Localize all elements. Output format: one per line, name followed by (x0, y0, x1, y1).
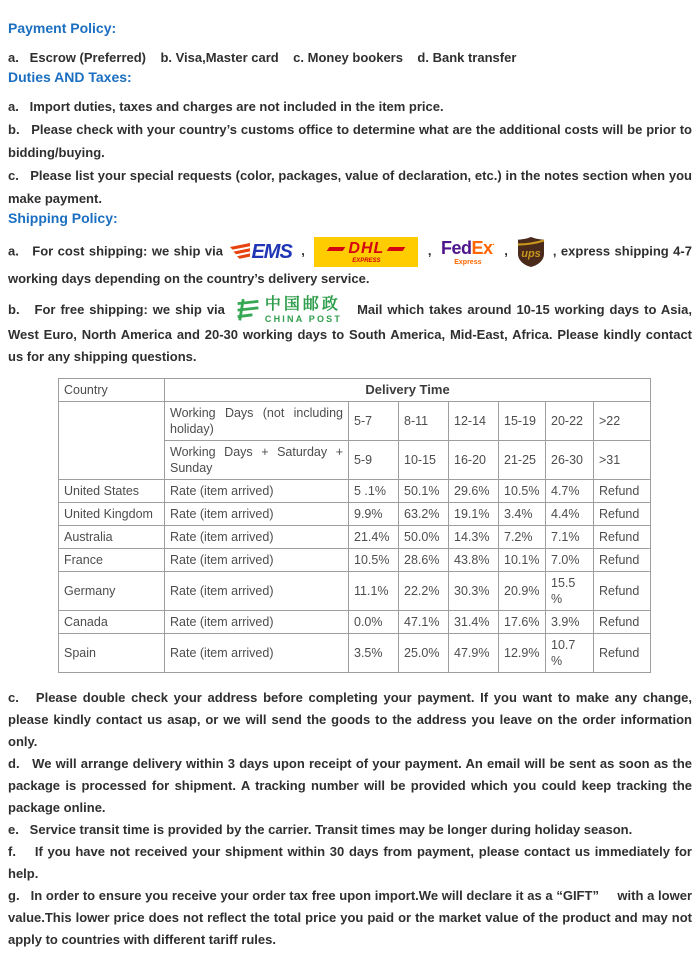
note-d: d. We will arrange delivery within 3 days upon receipt of your payment. An email will be sent as soon as the package is processed for shipment. A tracking number will be provided which you could keep tracking the package online. (8, 756, 692, 816)
rate-value-cell: 3.4% (499, 503, 546, 526)
empty-country-cell (59, 402, 165, 480)
range-cell: 5-7 (349, 402, 399, 441)
table-row (59, 572, 651, 611)
shipping-free-prefix: b. For free shipping: we ship via (8, 302, 225, 318)
dhl-wordmark: DHL (324, 241, 408, 257)
rate-value-cell: 25.0% (399, 634, 449, 673)
country-cell: United States (59, 480, 165, 503)
duties-item-b: b. Please check with your country’s customs office to determine what are the additional costs will be prior to bidding/buying. (8, 122, 692, 160)
dhl-logo-icon: DHL EXPRESS (314, 237, 418, 267)
working-days-label-cell: Working Days (not including holiday) (165, 402, 349, 441)
china-post-logo-icon (236, 296, 342, 324)
table-row (59, 634, 651, 673)
rate-value-cell: 19.1% (449, 503, 499, 526)
rate-value-cell: 28.6% (399, 549, 449, 572)
rate-value-cell: 4.7% (546, 480, 594, 503)
table-row (59, 526, 651, 549)
rate-label-cell: Rate (item arrived) (165, 480, 349, 503)
payment-options-line: a. Escrow (Preferred) b. Visa,Master card c. Money bookers d. Bank transfer (8, 50, 517, 65)
rate-table-body (59, 480, 651, 673)
rate-value-cell: 3.9% (546, 611, 594, 634)
range-cell: 26-30 (546, 441, 594, 480)
shipping-cost-prefix: a. For cost shipping: we ship via (8, 243, 223, 259)
country-cell: Spain (59, 634, 165, 673)
range-cell: 15-19 (499, 402, 546, 441)
ems-logo-icon: EMS (230, 242, 291, 262)
fedex-wordmark: FedEx. (440, 237, 495, 258)
range-cell: >31 (594, 441, 651, 480)
country-header-cell: Country (59, 379, 165, 402)
note-e: e. Service transit time is provided by the carrier. Transit times may be longer during holiday season. (8, 822, 633, 838)
payment-policy-heading: Payment Policy: (8, 20, 117, 36)
rate-value-cell: 50.0% (399, 526, 449, 549)
rate-value-cell: Refund (594, 526, 651, 549)
rate-value-cell: 29.6% (449, 480, 499, 503)
separator-comma: , (504, 243, 508, 259)
rate-value-cell: Refund (594, 572, 651, 611)
country-cell: Canada (59, 611, 165, 634)
range-cell: 12-14 (449, 402, 499, 441)
delivery-rate-table (58, 378, 651, 673)
duties-item-c: c. Please list your special requests (color, packages, value of declaration, etc.) in the notes section when you make payment. (8, 168, 692, 206)
ups-logo-icon (517, 236, 545, 268)
rate-value-cell: 10.5% (349, 549, 399, 572)
range-cell: >22 (594, 402, 651, 441)
range-cell: 10-15 (399, 441, 449, 480)
china-post-wordmark: 中国邮政 CHINA POST (264, 296, 343, 324)
svg-text:ups: ups (521, 248, 542, 260)
rate-value-cell: 10.5% (499, 480, 546, 503)
rate-label-cell: Rate (item arrived) (165, 549, 349, 572)
rate-value-cell: 14.3% (449, 526, 499, 549)
table-header-row (59, 379, 651, 402)
range-cell: 8-11 (399, 402, 449, 441)
rate-value-cell: 47.1% (399, 611, 449, 634)
range-cell: 21-25 (499, 441, 546, 480)
rate-value-cell: Refund (594, 634, 651, 673)
table-subheader-row (59, 402, 651, 441)
china-post-emblem-icon (236, 298, 260, 322)
rate-value-cell: 7.1% (546, 526, 594, 549)
rate-value-cell: 17.6% (499, 611, 546, 634)
rate-value-cell: Refund (594, 611, 651, 634)
rate-label-cell: Rate (item arrived) (165, 611, 349, 634)
rate-value-cell: 4.4% (546, 503, 594, 526)
rate-value-cell: 0.0% (349, 611, 399, 634)
rate-value-cell: 22.2% (399, 572, 449, 611)
range-cell: 20-22 (546, 402, 594, 441)
shipping-free-suffix: Mail which takes around 10-15 working days to Asia, West Euro, North America and 20-30 working days to South America, Mid-East, Africa. Please kindly contact us for any shipping questions. (8, 302, 692, 365)
duties-item-a: a. Import duties, taxes and charges are not included in the item price. (8, 99, 444, 114)
range-cell: 5-9 (349, 441, 399, 480)
ems-flag-stripes-icon (230, 243, 250, 261)
rate-value-cell: 63.2% (399, 503, 449, 526)
rate-value-cell: 7.2% (499, 526, 546, 549)
notes-section (8, 687, 692, 951)
rate-value-cell: 15.5 % (546, 572, 594, 611)
delivery-time-header-cell: Delivery Time (165, 379, 651, 402)
rate-value-cell: Refund (594, 480, 651, 503)
shipping-policy-heading: Shipping Policy: (8, 210, 118, 226)
rate-label-cell: Rate (item arrived) (165, 572, 349, 611)
separator-comma: , (301, 243, 305, 259)
rate-label-cell: Rate (item arrived) (165, 503, 349, 526)
range-cell: 16-20 (449, 441, 499, 480)
duties-taxes-heading: Duties AND Taxes: (8, 69, 132, 85)
fedex-logo-icon: FedEx. Express (440, 237, 495, 266)
country-cell: United Kingdom (59, 503, 165, 526)
shipping-cost-suffix: , express shipping 4-7 working days depending on the country’s delivery service. (8, 243, 692, 286)
table-row (59, 503, 651, 526)
rate-value-cell: 30.3% (449, 572, 499, 611)
note-f: f. If you have not received your shipment within 30 days from payment, please contact us immediately for help. (8, 844, 692, 882)
separator-comma: , (427, 243, 432, 259)
rate-value-cell: 3.5% (349, 634, 399, 673)
rate-value-cell: 20.9% (499, 572, 546, 611)
rate-label-cell: Rate (item arrived) (165, 526, 349, 549)
table-row (59, 611, 651, 634)
rate-value-cell: 12.9% (499, 634, 546, 673)
dhl-dash-icon (387, 247, 406, 251)
note-c: c. Please double check your address before completing your payment. If you want to make any change, please kindly contact us asap, or we will send the goods to the address you leave on the order information only. (8, 690, 692, 750)
rate-value-cell: 10.7 % (546, 634, 594, 673)
rate-value-cell: Refund (594, 549, 651, 572)
rate-value-cell: 11.1% (349, 572, 399, 611)
country-cell: Australia (59, 526, 165, 549)
working-days-weekend-label-cell: Working Days + Saturday + Sunday (165, 441, 349, 480)
shipping-free-line (8, 296, 692, 368)
dhl-dash-icon (327, 247, 346, 251)
rate-table-head-rows (59, 379, 651, 480)
country-cell: France (59, 549, 165, 572)
rate-value-cell: 10.1% (499, 549, 546, 572)
rate-value-cell: 43.8% (449, 549, 499, 572)
note-g: g. In order to ensure you receive your order tax free upon import.We will declare it as a “GIFT” with a lower value.This lower price does not reflect the total price you paid or the market value of the product and may not apply to countries with different tariff rules. (8, 888, 692, 948)
rate-label-cell: Rate (item arrived) (165, 634, 349, 673)
rate-value-cell: 47.9% (449, 634, 499, 673)
rate-value-cell: 9.9% (349, 503, 399, 526)
rate-value-cell: Refund (594, 503, 651, 526)
country-cell: Germany (59, 572, 165, 611)
rate-value-cell: 50.1% (399, 480, 449, 503)
rate-value-cell: 5 .1% (349, 480, 399, 503)
table-row (59, 480, 651, 503)
shipping-cost-line (8, 236, 692, 290)
rate-value-cell: 7.0% (546, 549, 594, 572)
rate-value-cell: 21.4% (349, 526, 399, 549)
table-row (59, 549, 651, 572)
rate-value-cell: 31.4% (449, 611, 499, 634)
